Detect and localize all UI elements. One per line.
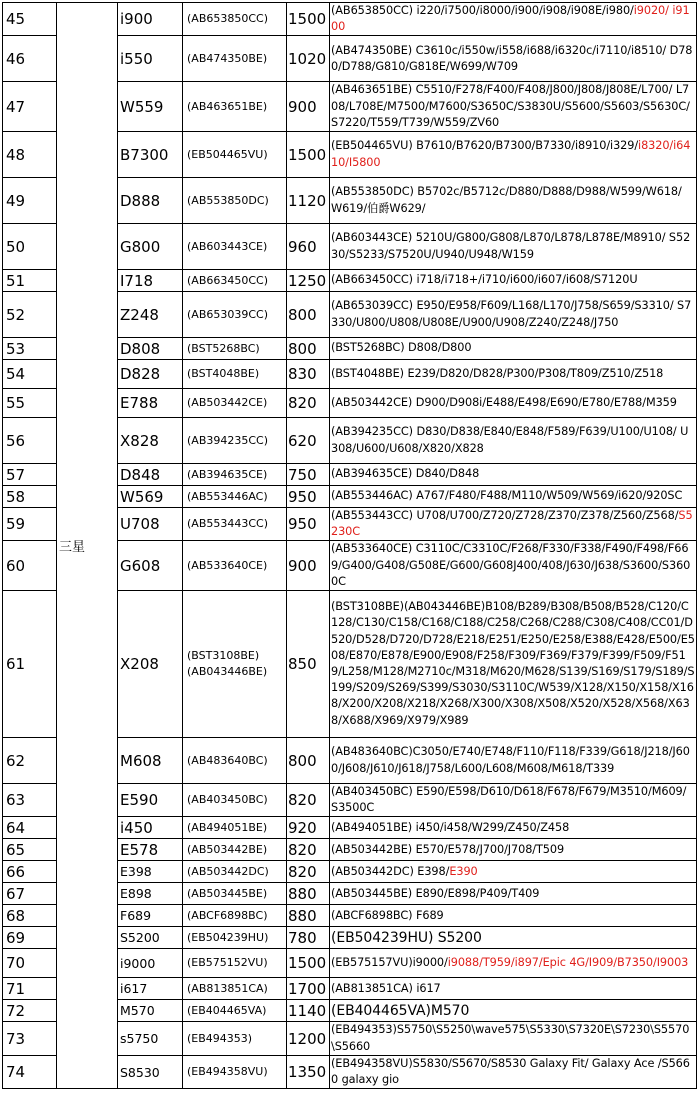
capacity-cell: 900	[287, 541, 330, 591]
capacity-cell: 820	[287, 784, 330, 817]
battery-code-cell: (AB503442BE)	[183, 839, 287, 861]
compatible-models-cell	[330, 270, 697, 292]
capacity-cell: 1350	[287, 1055, 330, 1088]
compatible-models-highlight: i8320/i6410/I5800	[331, 139, 691, 169]
battery-code-cell: (BST5268BC)	[183, 338, 287, 360]
capacity-cell: 830	[287, 360, 330, 389]
battery-code-cell: (AB494051BE)	[183, 817, 287, 839]
compatible-models-cell	[330, 464, 697, 486]
row-number: 70	[3, 949, 57, 978]
capacity-cell: 1200	[287, 1022, 330, 1055]
row-number: 47	[3, 82, 57, 132]
row-number: 68	[3, 905, 57, 927]
battery-code-cell: (EB404465VA)	[183, 1000, 287, 1022]
capacity-cell: 800	[287, 292, 330, 338]
compatible-models-text: (AB553446AC) A767/F480/F488/M110/W509/W569/i620/920SC	[331, 489, 683, 503]
compatible-models-highlight: S5230C	[331, 509, 693, 539]
model-cell: I718	[118, 270, 183, 292]
row-number: 73	[3, 1022, 57, 1055]
capacity-cell: 960	[287, 224, 330, 270]
row-number: 67	[3, 883, 57, 905]
row-number: 48	[3, 132, 57, 178]
compatible-models-cell	[330, 949, 697, 978]
battery-code-cell: (AB663450CC)	[183, 270, 287, 292]
model-cell: E398	[118, 861, 183, 883]
battery-code-cell: (AB483640BC)	[183, 738, 287, 784]
model-cell: i900	[118, 3, 183, 36]
compatible-models-cell	[330, 839, 697, 861]
capacity-cell: 880	[287, 905, 330, 927]
capacity-cell: 1500	[287, 949, 330, 978]
compatible-models-cell	[330, 541, 697, 591]
capacity-cell: 950	[287, 486, 330, 508]
row-number: 55	[3, 389, 57, 418]
compatible-models-cell	[330, 292, 697, 338]
model-cell: W559	[118, 82, 183, 132]
capacity-cell: 820	[287, 839, 330, 861]
row-number: 45	[3, 3, 57, 36]
model-cell: U708	[118, 508, 183, 541]
capacity-cell: 800	[287, 338, 330, 360]
capacity-cell: 1140	[287, 1000, 330, 1022]
compatible-models-text: (AB503445BE) E890/E898/P409/T409	[331, 886, 540, 900]
row-number: 51	[3, 270, 57, 292]
compatible-models-text: (AB503442CE) D900/D908i/E488/E498/E690/E780/E788/M359	[331, 395, 677, 409]
compatible-models-text: (AB533640CE) C3110C/C3310C/F268/F330/F338/F490/F498/F669/G400/G408/G508E/G600/G608J400/408/J630/J638/S3600/S3600C	[331, 542, 691, 588]
compatible-models-cell	[330, 178, 697, 224]
capacity-cell: 900	[287, 82, 330, 132]
model-cell: s5750	[118, 1022, 183, 1055]
model-cell: W569	[118, 486, 183, 508]
model-cell: E578	[118, 839, 183, 861]
row-number: 60	[3, 541, 57, 591]
model-cell: B7300	[118, 132, 183, 178]
compatible-models-text: (BST5268BC) D808/D800	[331, 341, 472, 355]
model-cell: E788	[118, 389, 183, 418]
row-number: 46	[3, 36, 57, 82]
compatible-models-cell	[330, 817, 697, 839]
model-cell: D888	[118, 178, 183, 224]
compatible-models-cell	[330, 738, 697, 784]
compatible-models-text: (AB463651BE) C5510/F278/F400/F408/J800/J808/J808E/L700/ L708/L708E/M7500/M7600/S3650C/S3830U/S5600/S5603/S5630C/S7220/T559/T739/W559/ZV60	[331, 83, 690, 129]
compatible-models-text: (EB504465VU) B7610/B7620/B7300/B7330/i8910/i329/	[331, 139, 639, 153]
compatible-models-text: (AB394235CC) D830/D838/E840/E848/F589/F639/U100/U108/ U308/U600/U608/X820/X828	[331, 425, 689, 455]
row-number: 58	[3, 486, 57, 508]
model-cell: i617	[118, 978, 183, 1000]
row-number: 59	[3, 508, 57, 541]
row-number: 69	[3, 927, 57, 949]
compatible-models-cell	[330, 1000, 697, 1022]
capacity-cell: 1020	[287, 36, 330, 82]
capacity-cell: 1250	[287, 270, 330, 292]
battery-code-cell: (ABCF6898BC)	[183, 905, 287, 927]
brand-cell: 三星	[57, 3, 118, 1089]
compatible-models-text: (AB483640BC)C3050/E740/E748/F110/F118/F339/G618/J218/J600/J608/J610/J618/J758/L600/L608/M608/M618/T339	[331, 745, 690, 775]
compatible-models-cell	[330, 905, 697, 927]
capacity-cell: 1500	[287, 3, 330, 36]
battery-compatibility-table	[2, 2, 697, 1089]
model-cell: D848	[118, 464, 183, 486]
compatible-models-text: (EB575157VU)i9000/	[331, 956, 448, 970]
model-cell: G608	[118, 541, 183, 591]
capacity-cell: 800	[287, 738, 330, 784]
capacity-cell: 1120	[287, 178, 330, 224]
row-number: 64	[3, 817, 57, 839]
compatible-models-text: (EB404465VA)M570	[331, 1002, 470, 1019]
battery-code-cell: (AB463651BE)	[183, 82, 287, 132]
model-cell: X208	[118, 591, 183, 738]
model-cell: M608	[118, 738, 183, 784]
battery-code-cell: (AB603443CE)	[183, 224, 287, 270]
model-cell: Z248	[118, 292, 183, 338]
table-body	[3, 3, 697, 1089]
model-cell: i550	[118, 36, 183, 82]
compatible-models-cell	[330, 508, 697, 541]
capacity-cell: 1500	[287, 132, 330, 178]
capacity-cell: 820	[287, 389, 330, 418]
battery-code-cell: (EB504239HU)	[183, 927, 287, 949]
compatible-models-text: (AB494051BE) i450/i458/W299/Z450/Z458	[331, 820, 570, 834]
compatible-models-text: (BST4048BE) E239/D820/D828/P300/P308/T809/Z510/Z518	[331, 366, 664, 380]
compatible-models-cell	[330, 784, 697, 817]
capacity-cell: 750	[287, 464, 330, 486]
battery-code-cell: (AB403450BC)	[183, 784, 287, 817]
battery-code-cell: (AB394635CE)	[183, 464, 287, 486]
compatible-models-cell	[330, 927, 697, 949]
capacity-cell: 920	[287, 817, 330, 839]
battery-code-cell: (AB813851CA)	[183, 978, 287, 1000]
compatible-models-cell	[330, 36, 697, 82]
compatible-models-text: (AB474350BE) C3610c/i550w/i558/i688/i6320c/i7110/i8510/ D780/D788/G810/G818E/W699/W709	[331, 43, 693, 73]
compatible-models-text: (ABCF6898BC) F689	[331, 908, 444, 922]
battery-code-cell: (AB503445BE)	[183, 883, 287, 905]
model-cell: i9000	[118, 949, 183, 978]
row-number: 50	[3, 224, 57, 270]
capacity-cell: 950	[287, 508, 330, 541]
battery-code-cell: (AB533640CE)	[183, 541, 287, 591]
compatible-models-cell	[330, 1055, 697, 1088]
model-cell: E898	[118, 883, 183, 905]
compatible-models-cell	[330, 861, 697, 883]
capacity-cell: 880	[287, 883, 330, 905]
compatible-models-cell	[330, 389, 697, 418]
row-number: 71	[3, 978, 57, 1000]
row-number: 66	[3, 861, 57, 883]
battery-code-cell: (AB394235CC)	[183, 418, 287, 464]
compatible-models-cell	[330, 591, 697, 738]
row-number: 74	[3, 1055, 57, 1088]
model-cell: i450	[118, 817, 183, 839]
compatible-models-text: (AB503442BE) E570/E578/J700/J708/T509	[331, 842, 565, 856]
row-number: 56	[3, 418, 57, 464]
row-number: 63	[3, 784, 57, 817]
battery-code-cell: (EB504465VU)	[183, 132, 287, 178]
capacity-cell: 1700	[287, 978, 330, 1000]
compatible-models-text: (AB394635CE) D840/D848	[331, 467, 480, 481]
compatible-models-text: (AB653850CC) i220/i7500/i8000/i900/i908/i908E/i980/	[331, 4, 634, 17]
battery-code-cell: (AB474350BE)	[183, 36, 287, 82]
compatible-models-text: (AB813851CA) i617	[331, 981, 441, 995]
compatible-models-text: (AB553443CC) U708/U700/Z720/Z728/Z370/Z378/Z560/Z568/	[331, 509, 679, 523]
model-cell: E590	[118, 784, 183, 817]
battery-code-cell: (AB653039CC)	[183, 292, 287, 338]
row-number: 57	[3, 464, 57, 486]
battery-code-cell: (AB553850DC)	[183, 178, 287, 224]
battery-code-cell: (AB503442DC)	[183, 861, 287, 883]
compatible-models-text: (AB603443CE) 5210U/G800/G808/L870/L878/L878E/M8910/ S5230/S5233/S7520U/U940/U948/W159	[331, 231, 691, 261]
model-cell: G800	[118, 224, 183, 270]
model-cell: M570	[118, 1000, 183, 1022]
model-cell: S5200	[118, 927, 183, 949]
row-number: 52	[3, 292, 57, 338]
compatible-models-cell	[330, 360, 697, 389]
row-number: 49	[3, 178, 57, 224]
compatible-models-text: (AB663450CC) i718/i718+/i710/i600/i607/i608/S7120U	[331, 273, 638, 287]
row-number: 53	[3, 338, 57, 360]
compatible-models-cell	[330, 418, 697, 464]
table-row	[3, 3, 697, 36]
compatible-models-text: (BST3108BE)(AB043446BE)B108/B289/B308/B508/B528/C120/C128/C130/C158/C168/C188/C258/C268/C288/C308/C408/CC01/D520/D528/D720/D728/E218/E251/E250/E258/E388/E428/E500/E508/E870/E878/E900/E908/F258/F309/F369/F379/F399/F509/F519/L258/M128/M2710c/M318/M620/M628/S139/S169/S179/S189/S199/S209/S269/S399/S3030/S3110C/W539/X128/X150/X158/X168/X200/X208/X218/X268/X300/X308/X508/X520/X528/X568/X638/X688/X969/X979/X989	[331, 600, 695, 727]
compatible-models-cell	[330, 883, 697, 905]
compatible-models-highlight: E390	[449, 864, 478, 878]
row-number: 65	[3, 839, 57, 861]
battery-code-cell: (AB553446AC)	[183, 486, 287, 508]
battery-code-cell: (AB653850CC)	[183, 3, 287, 36]
compatible-models-cell	[330, 132, 697, 178]
compatible-models-text: (EB494353)S5750\S5250\wave575\S5330\S7320E\S7230\S5570\S5660	[331, 1023, 690, 1053]
model-cell: X828	[118, 418, 183, 464]
compatible-models-cell	[330, 82, 697, 132]
battery-code-cell: (EB575152VU)	[183, 949, 287, 978]
compatible-models-text: (AB403450BC) E590/E598/D610/D618/F678/F679/M3510/M609/ S3500C	[331, 785, 687, 815]
compatible-models-cell	[330, 3, 697, 36]
row-number: 61	[3, 591, 57, 738]
row-number: 54	[3, 360, 57, 389]
capacity-cell: 850	[287, 591, 330, 738]
compatible-models-cell	[330, 224, 697, 270]
model-cell: D808	[118, 338, 183, 360]
battery-code-cell: (EB494358VU)	[183, 1055, 287, 1088]
compatible-models-cell	[330, 978, 697, 1000]
model-cell: F689	[118, 905, 183, 927]
compatible-models-highlight: i9088/T959/i897/Epic 4G/I909/B7350/I9003	[447, 956, 689, 970]
row-number: 72	[3, 1000, 57, 1022]
battery-code-cell: (AB503442CE)	[183, 389, 287, 418]
compatible-models-text: (AB653039CC) E950/E958/F609/L168/L170/J758/S659/S3310/ S7330/U800/U808/U808E/U900/U908/Z240/Z248/J750	[331, 299, 692, 329]
row-number: 62	[3, 738, 57, 784]
compatible-models-highlight: i9020/ i9100	[331, 4, 690, 34]
model-cell: D828	[118, 360, 183, 389]
compatible-models-cell	[330, 1022, 697, 1055]
model-cell: S8530	[118, 1055, 183, 1088]
compatible-models-cell	[330, 486, 697, 508]
compatible-models-text: (AB553850DC) B5702c/B5712c/D880/D888/D988/W599/W618/ W619/伯爵W629/	[331, 185, 682, 215]
battery-code-cell: (BST3108BE) (AB043446BE)	[183, 591, 287, 738]
compatible-models-text: (EB504239HU) S5200	[331, 929, 482, 946]
capacity-cell: 620	[287, 418, 330, 464]
battery-code-cell: (EB494353)	[183, 1022, 287, 1055]
battery-code-cell: (AB553443CC)	[183, 508, 287, 541]
capacity-cell: 780	[287, 927, 330, 949]
battery-code-cell: (BST4048BE)	[183, 360, 287, 389]
compatible-models-text: (AB503442DC) E398/	[331, 864, 450, 878]
compatible-models-cell	[330, 338, 697, 360]
capacity-cell: 820	[287, 861, 330, 883]
compatible-models-text: (EB494358VU)S5830/S5670/S8530 Galaxy Fit/ Galaxy Ace /S5660 galaxy gio	[331, 1056, 690, 1087]
